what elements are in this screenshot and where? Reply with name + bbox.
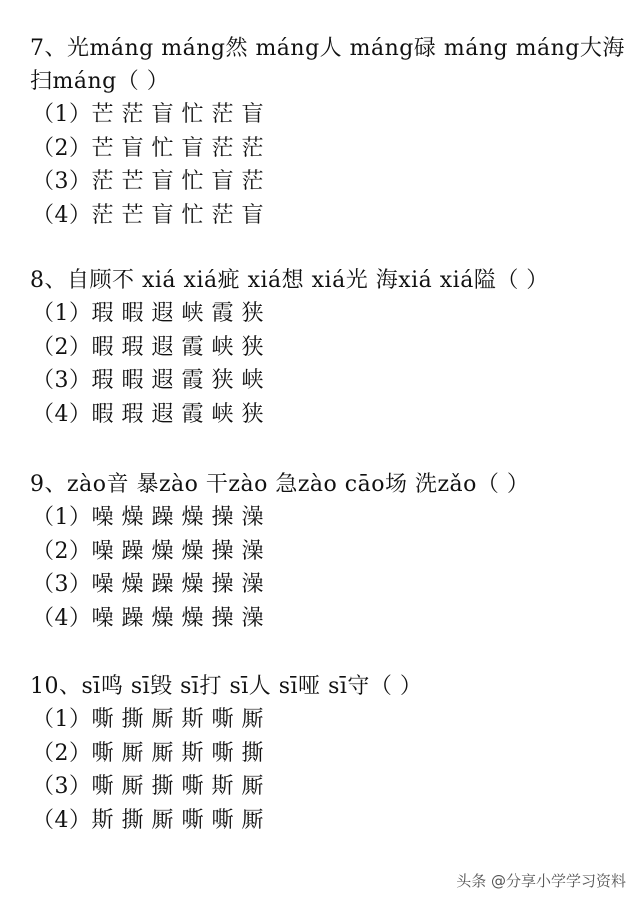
option-1: （1）芒 茫 盲 忙 茫 盲: [32, 102, 264, 127]
question-7: [30, 32, 633, 232]
question-10: [30, 670, 626, 837]
question-8: [30, 264, 626, 431]
question-9: [30, 468, 626, 635]
option-2: （2）嘶 厮 厮 斯 嘶 撕: [32, 740, 264, 766]
option-2: （2）芒 盲 忙 盲 茫 茫: [32, 135, 264, 161]
option-3: （3）嘶 厮 撕 嘶 斯 厮: [32, 774, 264, 799]
option-1: （1）嘶 撕 厮 斯 嘶 厮: [32, 707, 264, 732]
question-stem: 10、sī鸣 sī毁 sī打 sī人 sī哑 sī守（ ）: [30, 674, 423, 699]
option-2: （2）噪 躁 燥 燥 操 澡: [32, 538, 264, 564]
option-1: （1）噪 燥 躁 燥 操 澡: [32, 505, 264, 530]
question-stem: 8、自顾不 xiá xiá疵 xiá想 xiá光 海xiá xiá隘（ ）: [30, 268, 549, 293]
option-3: （3）瑕 暇 遐 霞 狭 峡: [32, 368, 264, 393]
option-2: （2）暇 瑕 遐 霞 峡 狭: [32, 334, 264, 360]
option-4: （4）茫 芒 盲 忙 茫 盲: [32, 202, 264, 228]
option-3: （3）茫 芒 盲 忙 盲 茫: [32, 169, 264, 194]
question-stem: 9、zào音 暴zào 干zào 急zào cāo场 洗zǎo（ ）: [30, 472, 530, 497]
option-4: （4）暇 瑕 遐 霞 峡 狭: [32, 401, 264, 427]
source-watermark: 头条 @分享小学学习资料: [456, 872, 626, 890]
option-4: （4）斯 撕 厮 嘶 嘶 厮: [32, 807, 264, 833]
option-3: （3）噪 燥 躁 燥 操 澡: [32, 572, 264, 597]
option-4: （4）噪 躁 燥 燥 操 澡: [32, 605, 264, 631]
option-1: （1）瑕 暇 遐 峡 霞 狭: [32, 301, 264, 326]
question-stem: 7、光máng máng然 máng人 máng碌 máng máng大海 扫máng（ ）: [30, 36, 633, 94]
